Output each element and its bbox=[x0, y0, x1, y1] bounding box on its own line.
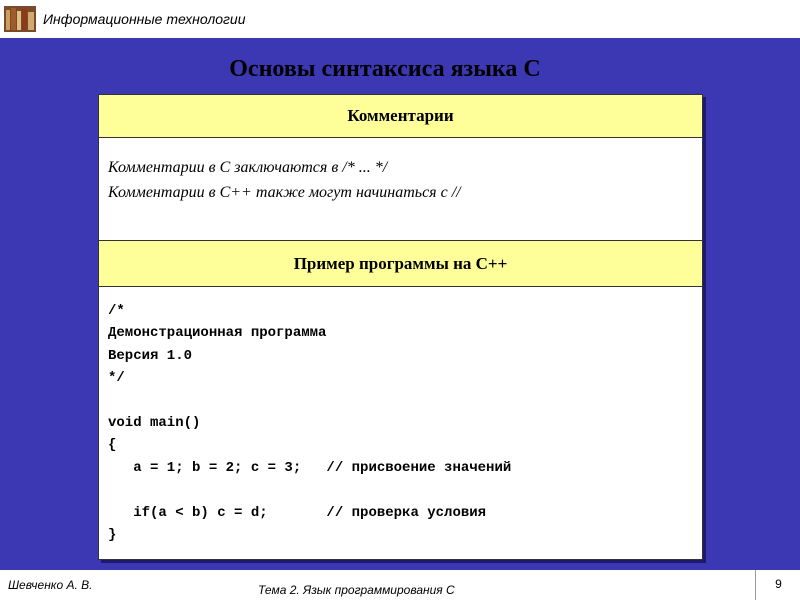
page-number: 9 bbox=[755, 570, 800, 600]
footer-author: Шевченко А. В. bbox=[8, 578, 93, 592]
code-line bbox=[108, 479, 702, 501]
books-icon bbox=[4, 6, 36, 32]
example-heading: Пример программы на С++ bbox=[99, 241, 702, 287]
code-line: if(a < b) c = d; // проверка условия bbox=[108, 504, 487, 521]
code-line: */ bbox=[108, 370, 125, 387]
code-block bbox=[99, 287, 702, 546]
footer-topic: Тема 2. Язык программирования С bbox=[258, 583, 455, 597]
header-bar bbox=[0, 0, 800, 40]
code-line: } bbox=[108, 526, 117, 543]
footer-bar bbox=[0, 570, 800, 600]
slide-area bbox=[0, 38, 800, 570]
comments-box bbox=[98, 94, 703, 258]
comments-heading: Комментарии bbox=[99, 95, 702, 138]
header-title: Информационные технологии bbox=[43, 11, 246, 27]
code-line: { bbox=[108, 437, 117, 454]
code-line: Версия 1.0 bbox=[108, 347, 193, 364]
code-line: Демонстрационная программа bbox=[108, 325, 327, 342]
code-line: void main() bbox=[108, 414, 201, 431]
slide-title: Основы синтаксиса языка С bbox=[229, 56, 541, 82]
comments-line: Комментарии в С заключаются в /* ... */ bbox=[108, 159, 388, 176]
code-line: a = 1; b = 2; c = 3; // присвоение значений bbox=[108, 459, 512, 476]
comments-body bbox=[99, 138, 702, 205]
code-line: /* bbox=[108, 303, 125, 319]
example-box bbox=[98, 240, 703, 560]
comments-line: Комментарии в С++ также могут начинаться с // bbox=[108, 184, 461, 201]
code-line bbox=[108, 390, 702, 412]
